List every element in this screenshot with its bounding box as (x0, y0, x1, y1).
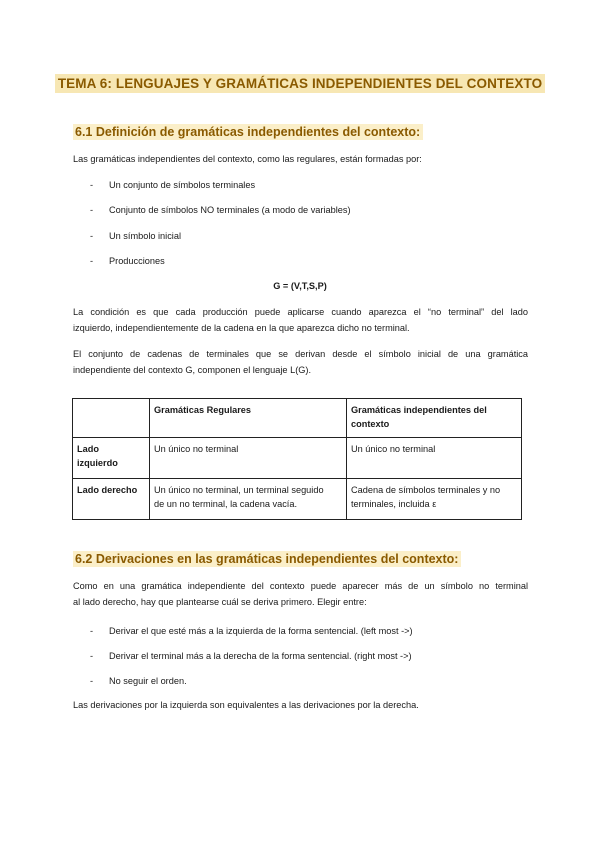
cell-line: Un único no terminal, un terminal seguido (154, 485, 324, 495)
cell-line: de un no terminal, la cadena vacía. (154, 499, 298, 509)
bullet-dash: - (90, 651, 94, 661)
row-label-cell (73, 479, 150, 520)
bullet-text: No seguir el orden. (109, 676, 187, 686)
comparison-table (72, 398, 522, 520)
paragraph-line: Como en una gramática independiente del contexto puede aparecer más de un símbolo no terminal (73, 581, 528, 591)
section1-heading: 6.1 Definición de gramáticas independientes del contexto: (73, 124, 423, 140)
paragraph-line: izquierdo, independientemente de la cadena en la que aparezca dicho no terminal. (73, 323, 410, 333)
bullet-text: Producciones (109, 256, 165, 266)
table-cell: Un único no terminal (347, 438, 522, 479)
row-label-line: izquierdo (77, 458, 118, 468)
page-title: TEMA 6: LENGUAJES Y GRAMÁTICAS INDEPENDIENTES DEL CONTEXTO (55, 74, 545, 93)
table-header-cell (347, 399, 522, 438)
table-row (73, 479, 522, 520)
section2-bullet (90, 625, 413, 637)
bullet-text: Derivar el terminal más a la derecha de la forma sentencial. (right most ->) (109, 651, 412, 661)
bullet-dash: - (90, 180, 94, 190)
cell-line: terminales, incluida ε (351, 499, 437, 509)
section2-heading: 6.2 Derivaciones en las gramáticas independientes del contexto: (73, 551, 461, 567)
bullet-text: Conjunto de símbolos NO terminales (a modo de variables) (109, 205, 351, 215)
header-regular: Gramáticas Regulares (154, 405, 252, 415)
section2-bullet (90, 675, 187, 687)
bullet-text: Derivar el que esté más a la izquierda de la forma sentencial. (left most ->) (109, 626, 413, 636)
bullet-text: Un conjunto de símbolos terminales (109, 180, 256, 190)
row-label-line: Lado (77, 444, 99, 454)
section1-bullet (90, 179, 255, 191)
row-label-cell (73, 438, 150, 479)
paragraph-line: La condición es que cada producción puede aplicarse cuando aparezca el “no terminal” del lado (73, 307, 528, 317)
section1-bullet (90, 204, 351, 216)
title-wrap (0, 74, 600, 93)
bullet-dash: - (90, 231, 94, 241)
bullet-dash: - (90, 256, 94, 266)
paragraph-line: independiente del contexto G, componen el lenguaje L(G). (73, 365, 312, 375)
section2-closing: Las derivaciones por la izquierda son equivalentes a las derivaciones por la derecha. (73, 700, 419, 710)
section1-paragraph-2 (73, 346, 528, 378)
bullet-dash: - (90, 676, 94, 686)
cell-line: Cadena de símbolos terminales y no (351, 485, 501, 495)
header-cf-line: Gramáticas independientes del (351, 405, 487, 415)
section2-bullet (90, 650, 412, 662)
grammar-formula: G = (V,T,S,P) (273, 281, 327, 291)
section1-paragraph-1 (73, 304, 528, 336)
bullet-dash: - (90, 205, 94, 215)
table-header-cell (150, 399, 347, 438)
section2-intro (73, 578, 528, 610)
table-cell (347, 479, 522, 520)
table-row (73, 438, 522, 479)
section1-intro: Las gramáticas independientes del contexto, como las regulares, están formadas por: (73, 154, 422, 164)
bullet-dash: - (90, 626, 94, 636)
section1-bullet (90, 230, 181, 242)
paragraph-line: al lado derecho, hay que plantearse cuál se deriva primero. Elegir entre: (73, 597, 367, 607)
bullet-text: Un símbolo inicial (109, 231, 181, 241)
paragraph-line: El conjunto de cadenas de terminales que se derivan desde el símbolo inicial de una gramática (73, 349, 528, 359)
header-cf-line: contexto (351, 419, 390, 429)
table-header-row (73, 399, 522, 438)
section1-bullet (90, 255, 165, 267)
table-cell (150, 479, 347, 520)
row-label: Lado derecho (77, 485, 138, 495)
table-corner-cell (73, 399, 150, 438)
table-cell: Un único no terminal (150, 438, 347, 479)
